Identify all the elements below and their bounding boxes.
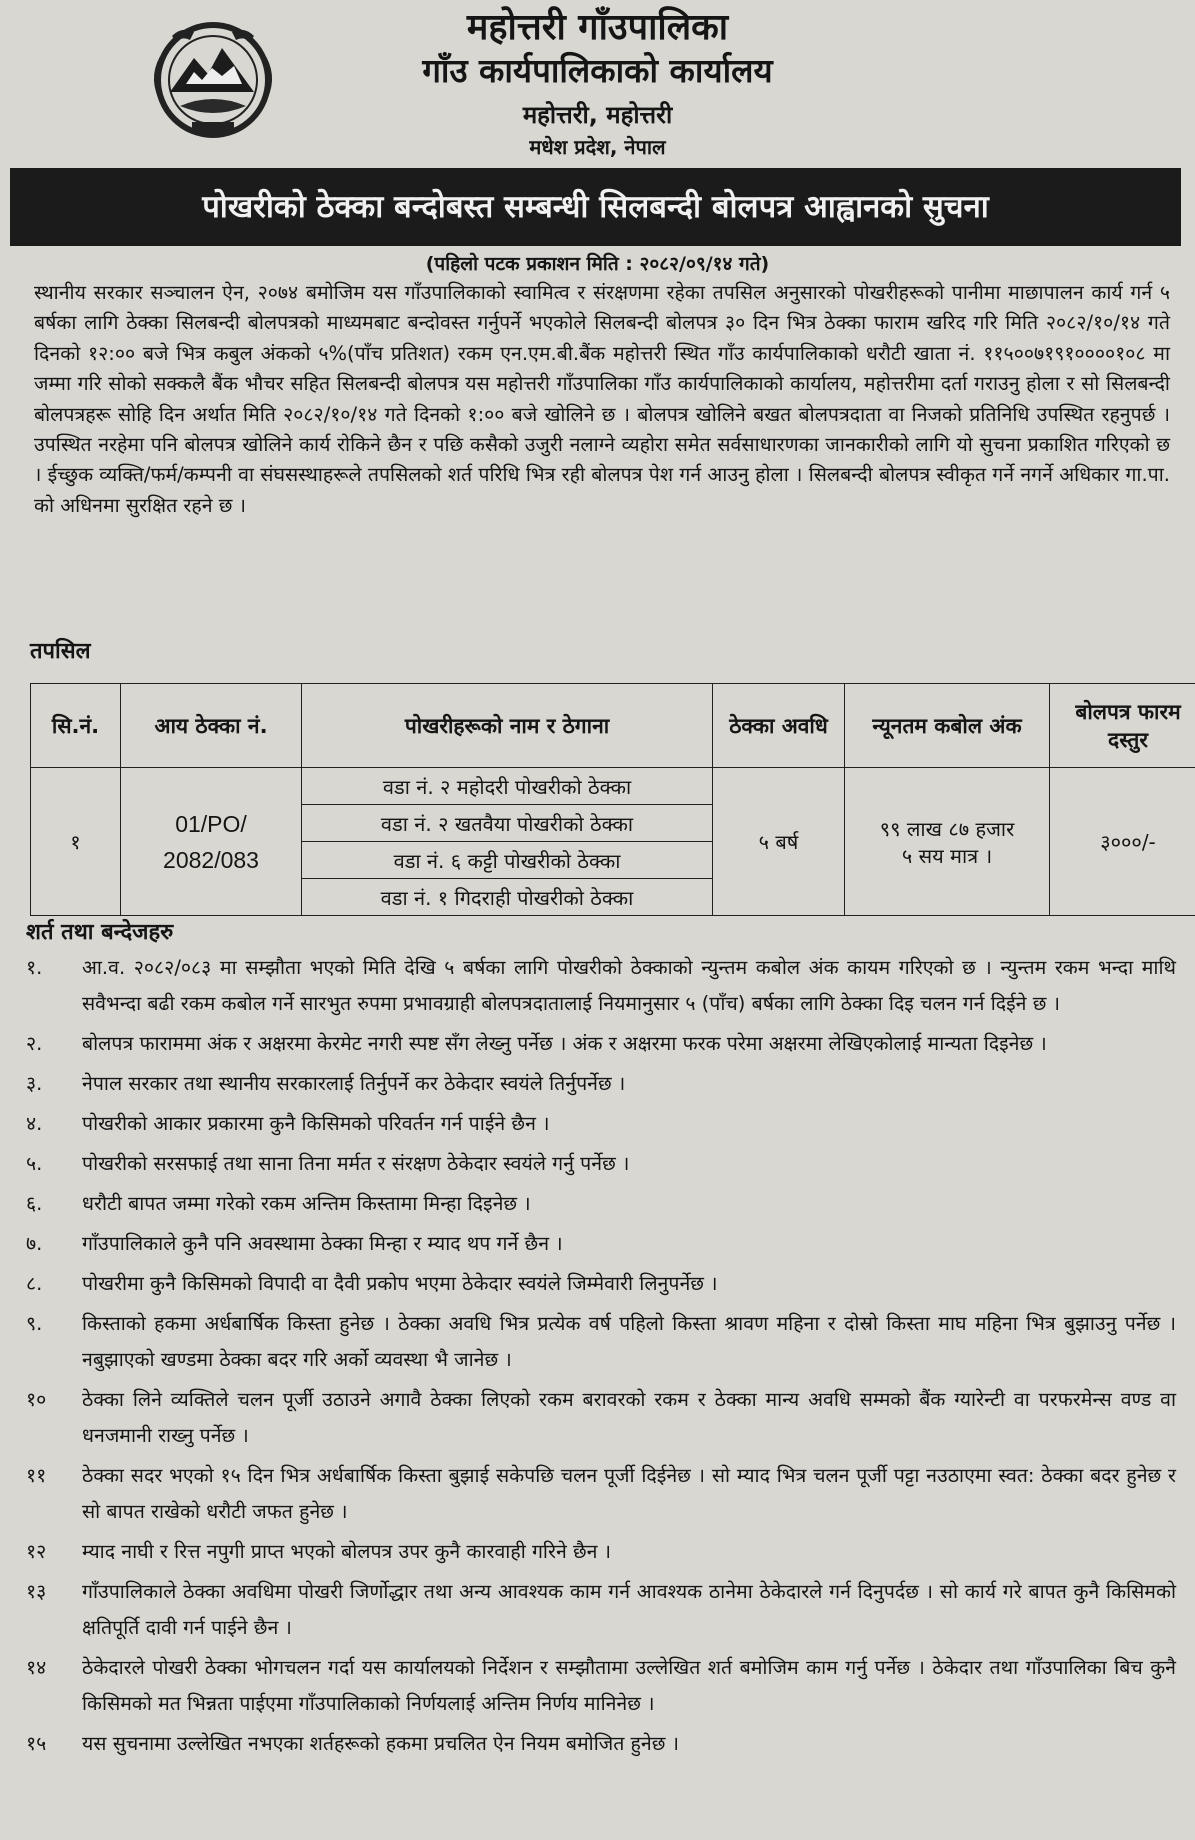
list-item [26,1382,1176,1454]
notice-title: पोखरीको ठेक्का बन्दोबस्त सम्बन्धी सिलबन्दी बोलपत्र आह्वानको सुचना [10,168,1181,246]
condition-number: १३ [26,1580,47,1603]
publication-date: (पहिलो पटक प्रकाशन मिति : २०८२/०९/१४ गते) [425,253,770,275]
condition-text: ठेकेदारले पोखरी ठेक्का भोगचलन गर्दा यस कार्यालयको निर्देशन र सम्झौतामा उल्लेखित शर्त बमोजिम काम गर्नु पर्नेछ । ठेकेदार तथा गाँउपालिका बिच कुनै किसिमको मत भिन्नता पाईएमा गाँउपालिकाको निर्णयलाई अन्तिम निर्णय मानिनेछ । [82,1656,1176,1715]
notice-body: स्थानीय सरकार सञ्चालन ऐन, २०७४ बमोजिम यस गाँउपालिकाको स्वामित्व र संरक्षणमा रहेका तपसिल अनुसारको पोखरीहरूको पानीमा माछापालन कार्य गर्न ५ बर्षका लागि ठेक्का सिलबन्दी बोलपत्रको माध्यमबाट बन्दोवस्त गर्नुपर्ने भएकोले सिलबन्दी बोलपत्र ३० दिन भित्र ठेक्का फाराम खरिद गरि मिति २०८२/१०/१४ गते दिनको १२:०० बजे भित्र कबुल अंकको ५%(पाँच प्रतिशत) रकम एन.एम.बी.बैंक महोत्तरी स्थित गाँउ कार्यपालिकाको धरौटी खाता नं. ११५००७१९१००००१०८ मा जम्मा गरि सोको सक्कलै बैंक भौचर सहित सिलबन्दी बोलपत्र यस महोत्तरी गाँउपालिका गाँउ कार्यपालिकाको कार्यालय, महोत्तरीमा दर्ता गराउनु होला र सो सिलबन्दी बोलपत्रहरू सोहि दिन अर्थात मिति २०८२/१०/१४ गते दिनको १:०० बजे खोलिने छ । बोलपत्र खोलिने बखत बोलपत्रदाता वा निजको प्रतिनिधि उपस्थित रहनुपर्छ । उपस्थित नरहेमा पनि बोलपत्र खोलिने कार्य रोकिने छैन र पछि कसैको उजुरी नलाग्ने व्यहोरा समेत सर्वसाधारणका जानकारीको लागि यो सुचना प्रकाशित गरिएको छ । ईच्छुक व्यक्ति/फर्म/कम्पनी वा संघसस्थाहरूले तपसिलको शर्त परिधि भित्र रही बोलपत्र पेश गर्न आउनु होला । सिलबन्दी बोलपत्र स्वीकृत गर्ने नगर्ने अधिकार गा.पा. को अधिनमा सुरक्षित रहने छ । [34,281,1170,517]
list-item [26,1026,1176,1062]
pond-table [30,683,1181,916]
min-bid-line2: ५ सय मात्र । [901,843,993,868]
list-item [26,1458,1176,1530]
list-item [26,950,1176,1022]
condition-number: १० [26,1388,47,1411]
condition-text: पोखरीको सरसफाई तथा साना तिना मर्मत र संरक्षण ठेकेदार स्वयंले गर्नु पर्नेछ । [82,1152,630,1175]
condition-number: १५ [26,1732,47,1755]
contract-no-cell [121,768,302,916]
condition-number: ३. [26,1072,43,1095]
serial-cell: १ [31,768,121,916]
condition-text: गाँउपालिकाले ठेक्का अवधिमा पोखरी जिर्णोद्धार तथा अन्य आवश्यक काम गर्न आवश्यक ठानेमा ठेकेदारले गर्न दिनुपर्दछ । सो कार्य गरे बापत कुनै किसिमको क्षतिपूर्ति दावी गर्न पाईने छैन । [82,1580,1176,1639]
condition-number: ७. [26,1232,43,1255]
condition-number: २. [26,1032,43,1055]
condition-text: म्याद नाघी र रित्त नपुगी प्राप्त भएको बोलपत्र उपर कुनै कारवाही गरिने छैन । [82,1540,612,1563]
condition-text: किस्ताको हकमा अर्धबार्षिक किस्ता हुनेछ । ठेक्का अवधि भित्र प्रत्येक वर्ष पहिलो किस्ता श्रावण महिना र दोस्रो किस्ता माघ महिना भित्र बुझाउनु पर्नेछ । नबुझाएको खण्डमा ठेक्का बदर गरि अर्को व्यवस्था भै जानेछ । [82,1312,1176,1371]
conditions-list [26,950,1176,1766]
condition-number: ४. [26,1112,43,1135]
list-item [26,1186,1176,1222]
office-location: महोत्तरी, महोत्तरी [522,101,673,129]
list-item [26,1106,1176,1142]
contract-no-line2: 2082/083 [163,846,259,873]
condition-text: नेपाल सरकार तथा स्थानीय सरकारलाई तिर्नुपर्ने कर ठेकेदार स्वयंले तिर्नुपर्नेछ । [82,1072,626,1095]
letterhead [14,0,1181,168]
condition-text: बोलपत्र फाराममा अंक र अक्षरमा केरमेट नगरी स्पष्ट सँग लेख्नु पर्नेछ । अंक र अक्षरमा फरक परेमा अक्षरमा लेखिएकोलाई मान्यता दिइनेछ । [82,1032,1047,1055]
pond-site: वडा नं. २ खतवैया पोखरीको ठेक्का [302,805,713,842]
condition-number: ८. [26,1272,43,1295]
letterhead-text [14,6,1181,162]
condition-text: ठेक्का सदर भएको १५ दिन भित्र अर्धबार्षिक किस्ता बुझाई सकेपछि चलन पूर्जी दिईनेछ । सो म्याद भित्र चलन पूर्जी पट्टा नउठाएमा स्वत: ठेक्का बदर हुनेछ र सो बापत राखेको धरौटी जफत हुनेछ । [82,1464,1176,1523]
list-item [26,1726,1176,1762]
condition-text: धरौटी बापत जम्मा गरेको रकम अन्तिम किस्तामा मिन्हा दिइनेछ । [82,1192,531,1215]
condition-number: ११ [26,1464,47,1487]
col-duration: ठेक्का अवधि [713,684,845,768]
condition-text: पोखरीमा कुनै किसिमको विपादी वा दैवी प्रकोप भएमा ठेकेदार स्वयंले जिम्मेवारी लिनुपर्नेछ । [82,1272,718,1295]
conditions-label: शर्त तथा बन्देजहरु [26,920,174,945]
condition-text: यस सुचनामा उल्लेखित नभएका शर्तहरूको हकमा प्रचलित ऐन नियम बमोजित हुनेछ । [82,1732,679,1755]
pond-site: वडा नं. ६ कट्टी पोखरीको ठेक्का [302,842,713,879]
col-min-bid: न्यूनतम कबोल अंक [845,684,1050,768]
list-item [26,1146,1176,1182]
list-item [26,1534,1176,1570]
list-item [26,1574,1176,1646]
province-name: मधेश प्रदेश, नेपाल [529,135,666,159]
pond-site: वडा नं. १ गिदराही पोखरीको ठेक्का [302,879,713,916]
condition-text: ठेक्का लिने व्यक्तिले चलन पूर्जी उठाउने अगावै ठेक्का लिएको रकम बरावरको रकम र ठेक्का मान्य अवधि सम्मको बैंक ग्यारेन्टी वा परफरमेन्स वण्ड वा धनजमानी राख्नु पर्नेछ । [82,1388,1176,1447]
condition-number: ९. [26,1312,43,1335]
annex-label: तपसिल [30,639,91,664]
list-item [26,1266,1176,1302]
list-item [26,1066,1176,1102]
form-fee-cell: ३०००/- [1050,768,1195,916]
col-pond-name: पोखरीहरूको नाम र ठेगाना [302,684,713,768]
condition-number: ६. [26,1192,43,1215]
list-item [26,1306,1176,1378]
condition-text: गाँउपालिकाले कुनै पनि अवस्थामा ठेक्का मिन्हा र म्याद थप गर्ने छैन । [82,1232,563,1255]
col-form-fee: बोलपत्र फारम दस्तुर [1050,684,1195,768]
duration-cell: ५ बर्ष [713,768,845,916]
min-bid-cell [845,768,1050,916]
contract-no-line1: 01/PO/ [175,810,247,837]
col-serial: सि.नं. [31,684,121,768]
office-name: गाँउ कार्यपालिकाको कार्यालय [422,51,773,90]
list-item [26,1226,1176,1262]
table-header-row [31,684,1195,768]
col-contract-no: आय ठेक्का नं. [121,684,302,768]
table-row [31,768,1195,805]
condition-text: पोखरीको आकार प्रकारमा कुनै किसिमको परिवर्तन गर्न पाईने छैन । [82,1112,550,1135]
condition-number: १४ [26,1656,47,1679]
pond-site: वडा नं. २ महोदरी पोखरीको ठेक्का [302,768,713,805]
condition-number: १२ [26,1540,47,1563]
condition-number: १. [26,956,43,979]
condition-number: ५. [26,1152,43,1175]
municipality-name: महोत्तरी गाँउपालिका [466,7,729,48]
list-item [26,1650,1176,1722]
condition-text: आ.व. २०८२/०८३ मा सम्झौता भएको मिति देखि ५ बर्षका लागि पोखरीको ठेक्काको न्युन्तम कबोल अंक कायम गरिएको छ । न्युन्तम रकम भन्दा माथि सवैभन्दा बढी रकम कबोल गर्ने सारभुत रुपमा प्रभावग्राही बोलपत्रदातालाई नियमानुसार ५ (पाँच) बर्षका लागि ठेक्का दिइ चलन गर्न दिईने छ । [82,956,1176,1015]
min-bid-line1: ९९ लाख ८७ हजार [879,816,1015,841]
